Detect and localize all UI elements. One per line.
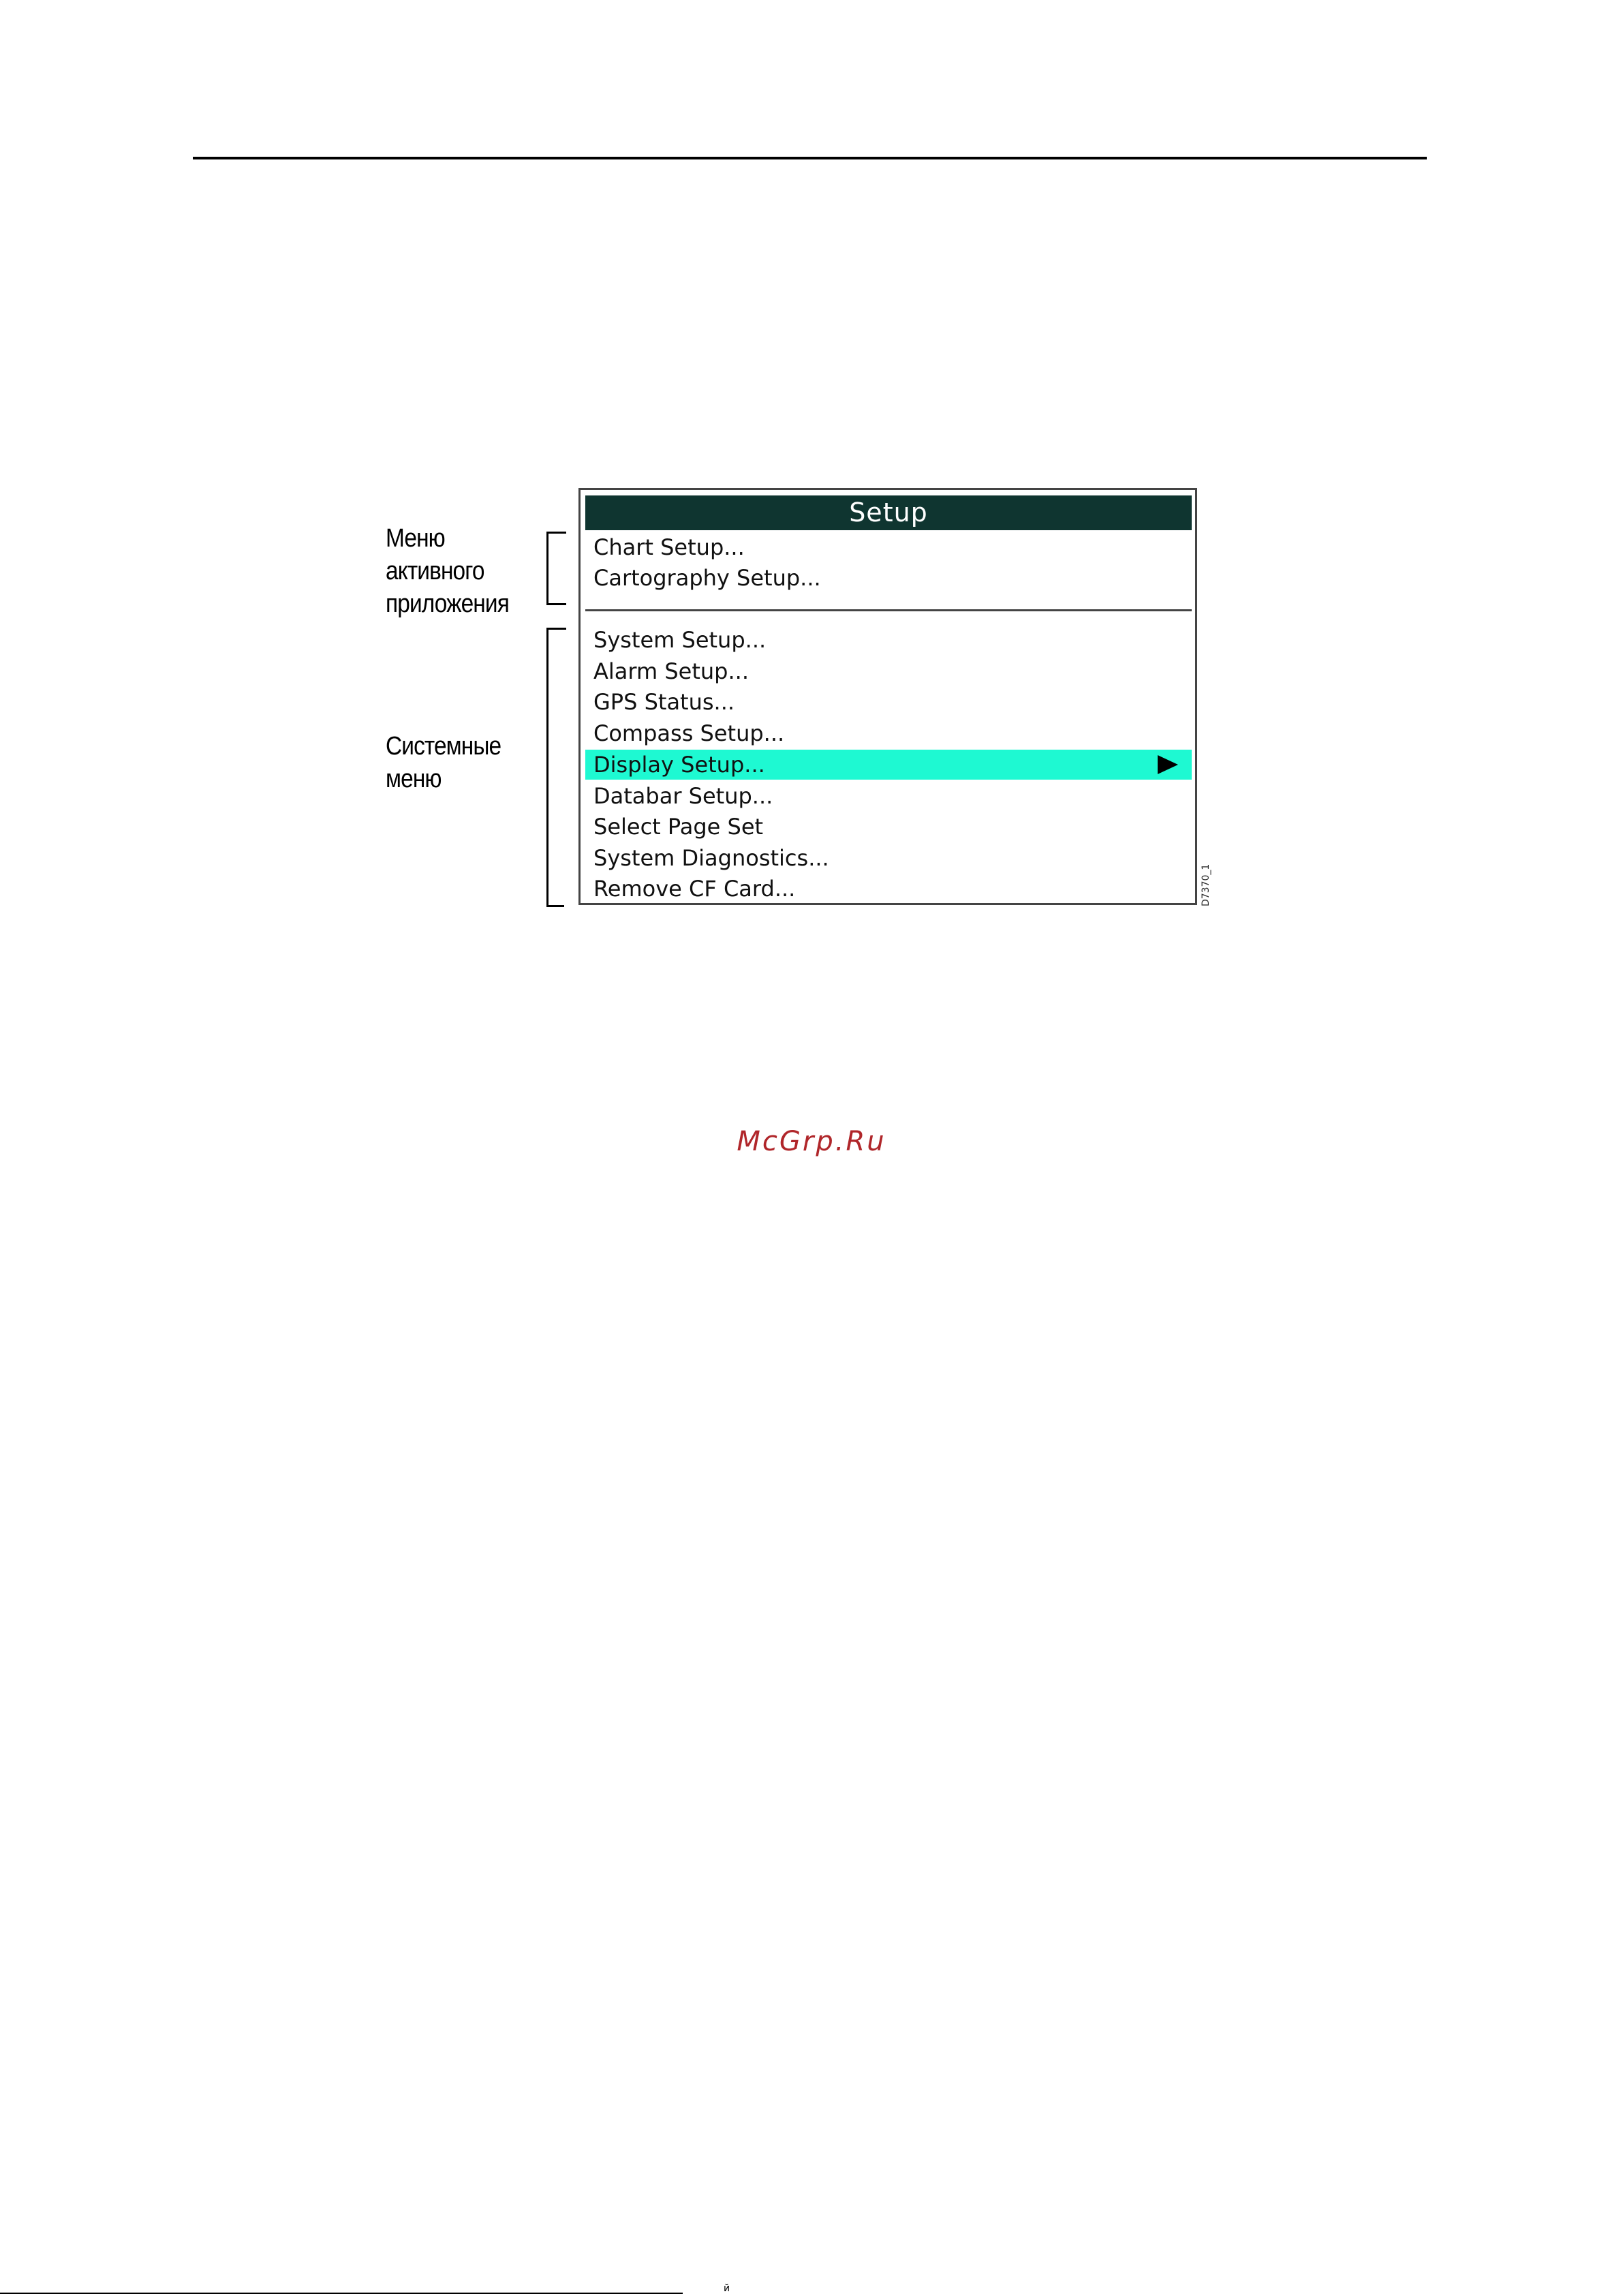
annotation-app-line-1: Меню	[386, 524, 445, 553]
annotation-system-menu	[386, 730, 501, 795]
menu-item-remove-cf-card[interactable]	[585, 874, 1192, 904]
annotation-app-line-2: активного	[386, 557, 484, 585]
bracket-system-menu	[546, 628, 566, 905]
menu-item-label: System Setup...	[593, 627, 767, 653]
menu-item-display-setup[interactable]	[585, 750, 1192, 780]
menu-title: Setup	[585, 495, 1192, 530]
annotation-app-menu	[386, 522, 509, 620]
menu-item-label: Chart Setup...	[593, 534, 745, 560]
menu-item-chart-setup[interactable]	[585, 532, 1192, 562]
menu-item-compass-setup[interactable]	[585, 718, 1192, 748]
menu-item-select-page-set[interactable]	[585, 812, 1192, 842]
menu-item-system-setup[interactable]	[585, 625, 1192, 655]
header-rule	[193, 157, 1427, 159]
figure-code: D7370_1	[1201, 863, 1211, 906]
watermark: McGrp.Ru	[737, 1126, 886, 1157]
menu-item-cartography-setup[interactable]	[585, 563, 1192, 593]
menu-item-label: Alarm Setup...	[593, 658, 749, 684]
menu-item-label: Remove CF Card...	[593, 876, 796, 902]
menu-item-label: Select Page Set	[593, 814, 764, 840]
menu-item-label: GPS Status...	[593, 689, 735, 715]
setup-menu-panel	[578, 488, 1197, 905]
submenu-arrow-icon	[1158, 755, 1178, 774]
menu-item-label: Display Setup...	[593, 752, 765, 778]
footer-mark: й	[724, 2283, 730, 2294]
menu-item-databar-setup[interactable]	[585, 781, 1192, 811]
menu-item-label: System Diagnostics...	[593, 845, 829, 871]
bracket-app-menu	[546, 532, 566, 605]
bracket-system-menu-foot	[546, 905, 564, 907]
menu-item-gps-status[interactable]	[585, 687, 1192, 717]
footer-rule	[0, 2293, 683, 2294]
annotation-sys-line-1: Системные	[386, 732, 501, 761]
menu-item-label: Compass Setup...	[593, 720, 785, 746]
menu-item-label: Databar Setup...	[593, 783, 773, 809]
menu-item-system-diagnostics[interactable]	[585, 843, 1192, 873]
annotation-sys-line-2: меню	[386, 765, 442, 793]
menu-item-label: Cartography Setup...	[593, 565, 821, 591]
annotation-app-line-3: приложения	[386, 590, 509, 618]
menu-item-alarm-setup[interactable]	[585, 656, 1192, 686]
menu-divider	[585, 609, 1192, 611]
